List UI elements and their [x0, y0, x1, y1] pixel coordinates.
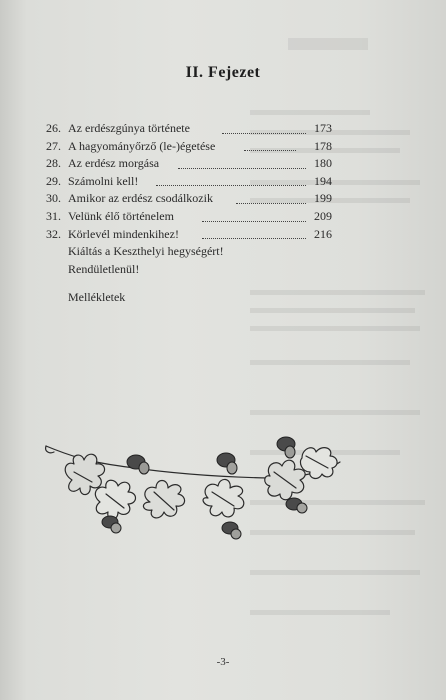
toc-entry-number: 27.	[46, 138, 61, 153]
toc-entry-title: A hagyományőrző (le-)égetése	[68, 138, 216, 153]
toc-dot-leader	[178, 168, 306, 169]
toc-entry-number: 26.	[46, 121, 61, 135]
toc-entry	[46, 155, 346, 173]
toc-entry-title: Amikor az erdész csodálkozik	[68, 191, 213, 206]
toc-entry-number: 28.	[46, 156, 61, 171]
table-of-contents	[46, 120, 346, 243]
toc-entry-page: 178	[314, 138, 332, 153]
toc-dot-leader	[156, 185, 306, 186]
toc-entry-title: Velünk élő történelem	[68, 208, 174, 223]
toc-dot-leader	[222, 133, 306, 134]
toc-dot-leader	[202, 221, 306, 222]
toc-dot-leader	[244, 150, 296, 151]
oak-branch-with-acorns-icon	[40, 432, 350, 552]
toc-entry	[46, 138, 346, 156]
page-number: -3-	[216, 656, 230, 668]
appendix-label: Mellékletek	[68, 290, 126, 304]
toc-entry-title: Körlevél mindenkihez!	[68, 226, 179, 241]
toc-entry-page: 173	[314, 121, 332, 135]
toc-entry	[46, 173, 346, 191]
toc-entry-page: 209	[314, 208, 332, 223]
chapter-title: II. Fejezet	[185, 64, 261, 81]
toc-entry-number: 31.	[46, 208, 61, 223]
toc-dot-leader	[236, 203, 306, 204]
toc-entry-page: 194	[314, 173, 332, 188]
toc-entry-page: 199	[314, 191, 332, 206]
toc-entry-number: 29.	[46, 173, 61, 188]
toc-entry-number: 30.	[46, 191, 61, 206]
toc-entry-title: Az erdészgúnya története	[68, 121, 190, 135]
toc-entry	[46, 208, 346, 226]
toc-entry	[46, 226, 346, 244]
toc-entry-title: Számolni kell!	[68, 173, 139, 188]
toc-entry	[46, 190, 346, 208]
toc-entry-number: 32.	[46, 226, 61, 241]
toc-entry-page: 216	[314, 226, 332, 241]
toc-dot-leader	[202, 238, 306, 239]
toc-extra-line: Rendületlenül!	[68, 262, 140, 276]
toc-extra-line: Kiáltás a Keszthelyi hegységért!	[68, 244, 224, 258]
toc-entry	[46, 120, 346, 138]
toc-entry-page: 180	[314, 156, 332, 171]
toc-entry-title: Az erdész morgása	[68, 156, 160, 171]
